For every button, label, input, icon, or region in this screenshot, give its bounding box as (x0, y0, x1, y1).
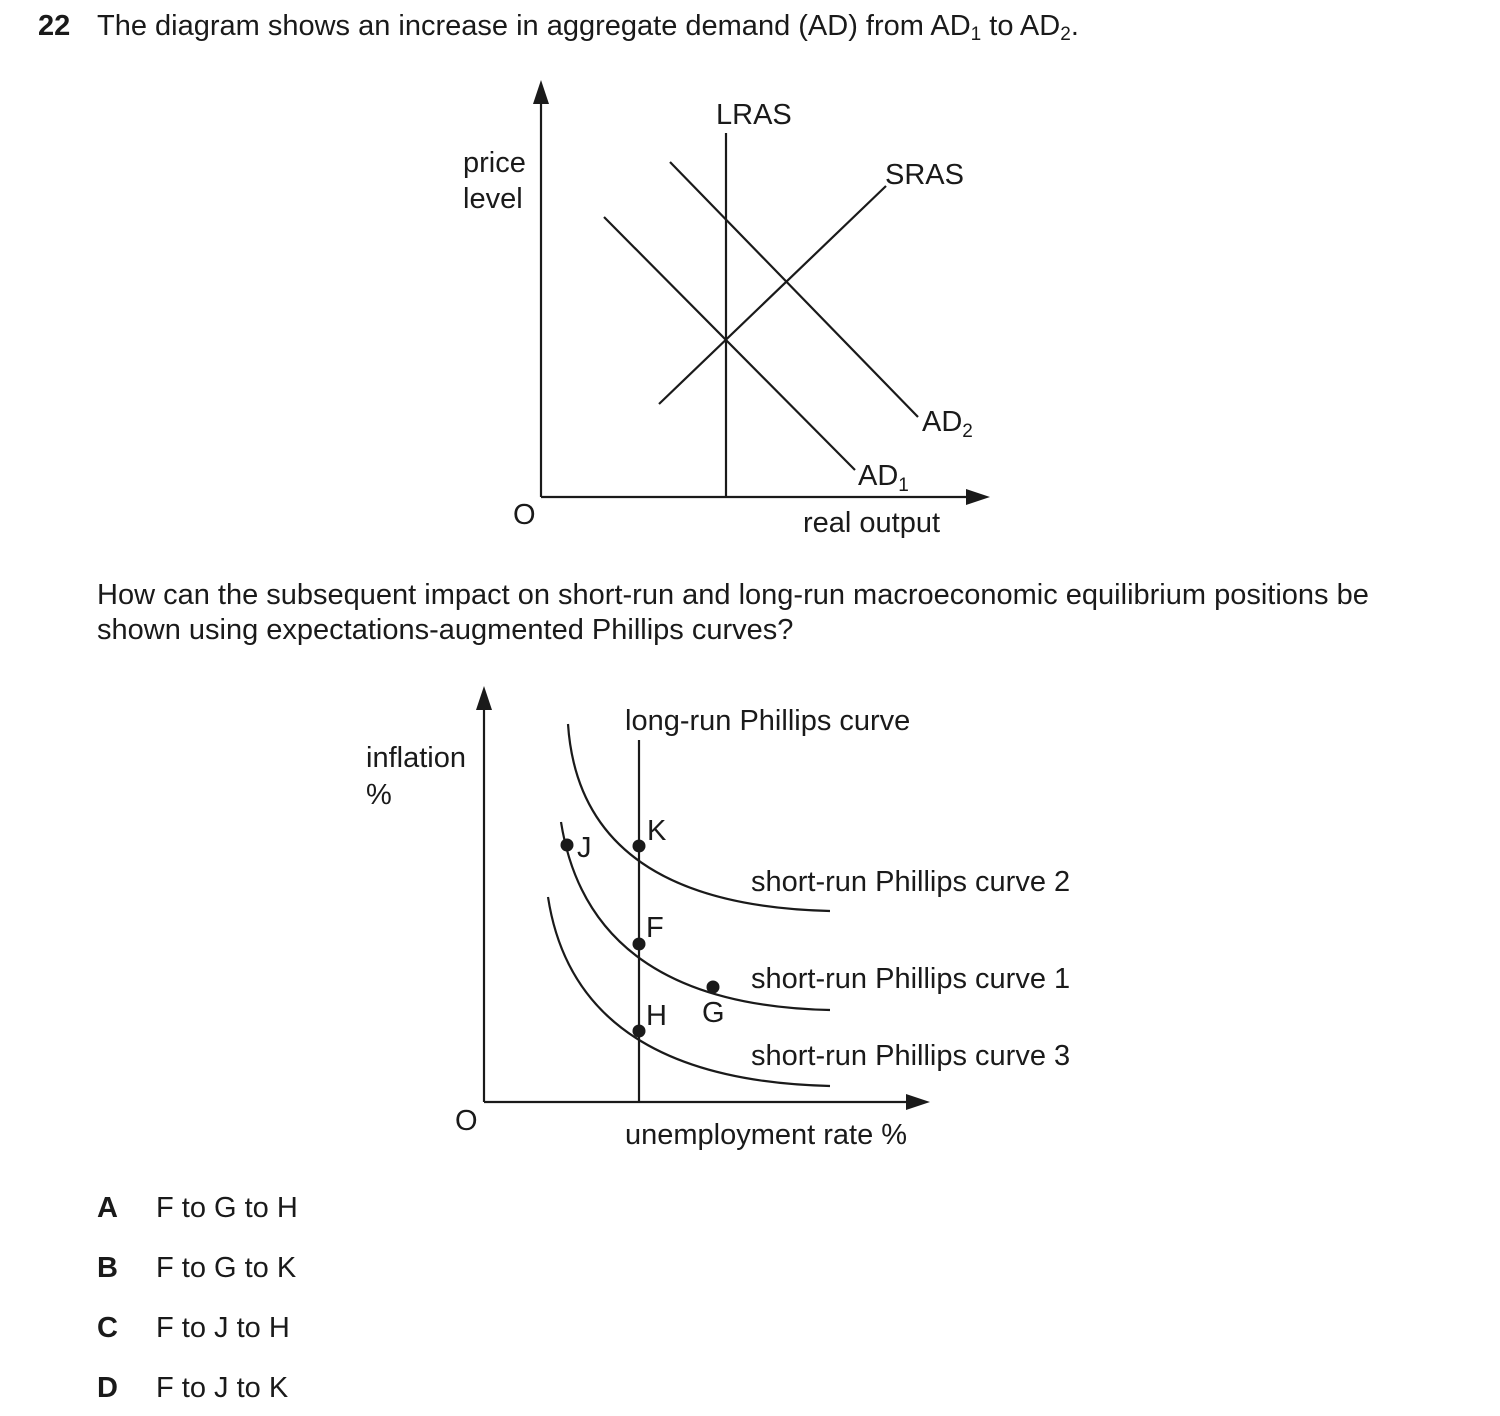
ad2-label (922, 406, 973, 442)
point-f-label: F (646, 912, 664, 944)
question-number: 22 (38, 10, 71, 42)
phillips-diagram (0, 660, 1500, 1170)
srpc2-label: short-run Phillips curve 2 (751, 866, 1071, 898)
option-letter: D (97, 1372, 118, 1404)
y-axis-arrow (476, 686, 492, 710)
question-prompt: How can the subsequent impact on short-run and long-run macroeconomic equilibrium positions be shown using expectations-augmented Phillips curves? (97, 579, 1369, 646)
y-axis-label-price: price (463, 147, 526, 179)
intro-subscript-1: 1 (970, 24, 982, 45)
point-k (633, 840, 646, 853)
ad1-text: AD (858, 460, 899, 492)
point-h-label: H (646, 1000, 667, 1032)
point-j-label: J (577, 832, 592, 864)
option-letter: A (97, 1192, 118, 1224)
ad1-line (604, 217, 855, 470)
y-axis-label-level: level (463, 183, 523, 215)
point-f (633, 938, 646, 951)
point-h (633, 1025, 646, 1038)
option-text: F to J to H (156, 1312, 290, 1344)
srpc1-label: short-run Phillips curve 1 (751, 963, 1071, 995)
intro-mid-text: to AD (981, 10, 1061, 42)
y-axis-label-percent: % (366, 779, 392, 811)
sras-line (659, 186, 886, 404)
option-text: F to G to K (156, 1252, 297, 1284)
ad-as-diagram (0, 0, 1500, 560)
point-g (707, 981, 720, 994)
ad1-label (858, 460, 909, 496)
ad2-line (670, 162, 918, 417)
x-axis-arrow (966, 489, 990, 505)
origin-label: O (455, 1105, 478, 1137)
srpc3-label: short-run Phillips curve 3 (751, 1040, 1071, 1072)
option-text: F to G to H (156, 1192, 298, 1224)
ad2-text: AD (922, 406, 963, 438)
point-j (561, 839, 574, 852)
x-axis-arrow (906, 1094, 930, 1110)
intro-text: The diagram shows an increase in aggregate demand (AD) from AD (97, 10, 971, 42)
ad1-subscript: 1 (898, 475, 909, 496)
option-text: F to J to K (156, 1372, 289, 1404)
intro-subscript-2: 2 (1060, 24, 1071, 45)
option-letter: C (97, 1312, 118, 1344)
y-axis-label-inflation: inflation (366, 742, 466, 774)
sras-label: SRAS (885, 159, 964, 191)
intro-end: . (1070, 10, 1079, 42)
x-axis-label: real output (803, 507, 941, 539)
y-axis-arrow (533, 80, 549, 104)
point-g-label: G (702, 997, 725, 1029)
option-letter: B (97, 1252, 118, 1284)
lras-label: LRAS (716, 99, 792, 131)
origin-label: O (513, 499, 536, 531)
lrpc-label: long-run Phillips curve (625, 705, 911, 737)
point-k-label: K (647, 815, 667, 847)
ad2-subscript: 2 (962, 421, 973, 442)
x-axis-label: unemployment rate % (625, 1119, 908, 1151)
